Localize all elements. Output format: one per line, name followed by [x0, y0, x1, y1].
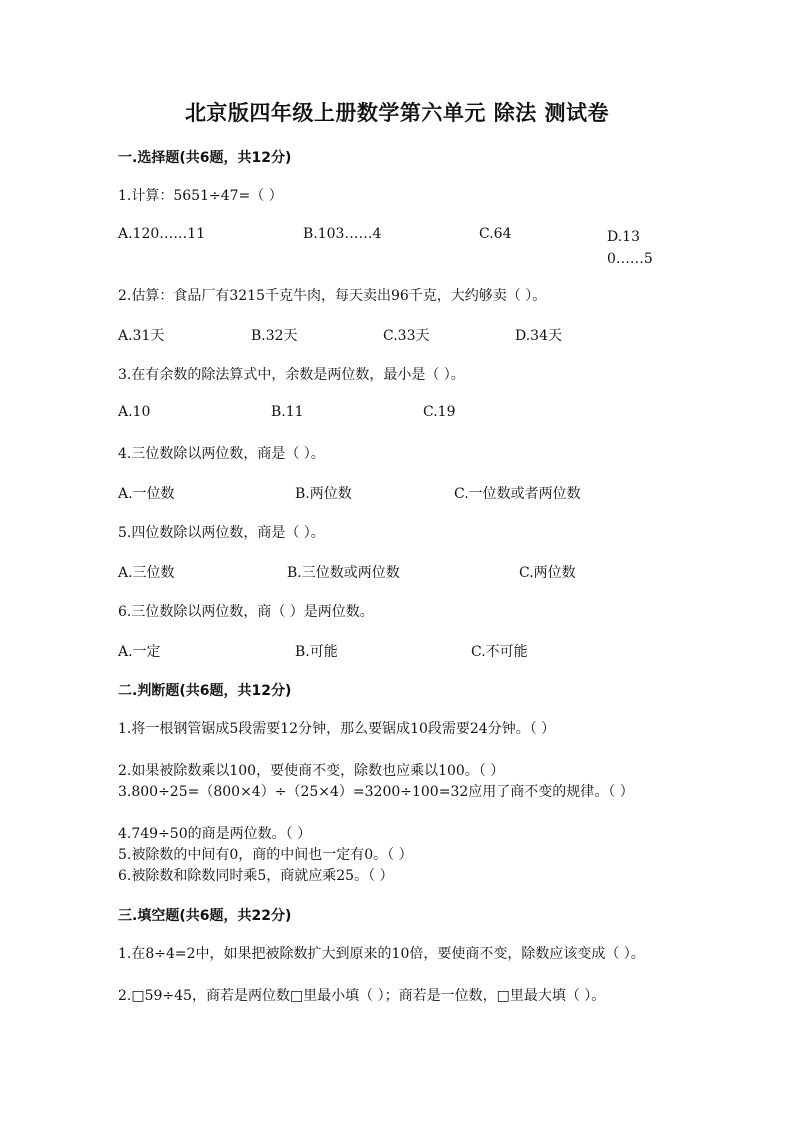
option-c: C.不可能	[471, 644, 528, 660]
choice-options-1	[118, 226, 678, 270]
section-heading-fill: 三.填空题(共6题，共22分)	[118, 908, 292, 924]
choice-question-5: 5.四位数除以两位数，商是（ ）。	[118, 525, 325, 541]
option-c: C.64	[479, 226, 512, 242]
judge-item-4: 4.749÷50的商是两位数。（ ）	[118, 826, 312, 842]
choice-options-4	[118, 483, 678, 527]
choice-options-6	[118, 641, 678, 685]
option-b: B.32天	[251, 328, 298, 344]
option-c: C.33天	[383, 328, 430, 344]
choice-question-2: 2.估算：食品厂有3215千克牛肉，每天卖出96千克，大约够卖（ ）。	[118, 288, 547, 304]
option-c: C.两位数	[519, 565, 576, 581]
section-heading-judge: 二.判断题(共6题，共12分)	[118, 683, 292, 699]
option-a: A.一位数	[118, 486, 175, 502]
option-a: A.三位数	[118, 565, 175, 581]
choice-options-3	[118, 404, 678, 448]
choice-question-3: 3.在有余数的除法算式中，余数是两位数，最小是（ ）。	[118, 367, 465, 383]
judge-item-2: 2.如果被除数乘以100，要使商不变，除数也应乘以100。（ ）	[118, 763, 505, 779]
option-b: B.11	[271, 404, 304, 420]
judge-item-3: 3.800÷25=（800×4）÷（25×4）=3200÷100=32应用了商不变的规律。（ ）	[118, 784, 634, 800]
fill-item-1: 1.在8÷4=2中，如果把被除数扩大到原来的10倍，要使商不变，除数应该变成（ ）。	[118, 946, 645, 962]
choice-question-4: 4.三位数除以两位数，商是（ ）。	[118, 446, 325, 462]
option-b: B.三位数或两位数	[287, 565, 400, 581]
option-a: A.31天	[118, 328, 165, 344]
option-b: B.两位数	[295, 486, 352, 502]
choice-question-6: 6.三位数除以两位数，商（ ）是两位数。	[118, 604, 374, 620]
section-heading-choice: 一.选择题(共6题，共12分)	[118, 150, 292, 166]
judge-item-1: 1.将一根钢管锯成5段需要12分钟，那么要锯成10段需要24分钟。（ ）	[118, 721, 556, 737]
fill-item-2: 2.□59÷45，商若是两位数□里最小填（ ）；商若是一位数，□里最大填（ ）。	[118, 988, 606, 1004]
option-a: A.120……11	[118, 226, 206, 242]
page-title: 北京版四年级上册数学第六单元 除法 测试卷	[184, 101, 610, 125]
judge-item-5: 5.被除数的中间有0，商的中间也一定有0。（ ）	[118, 847, 413, 863]
option-c: C.19	[423, 404, 456, 420]
option-a: A.10	[118, 404, 151, 420]
judge-item-6: 6.被除数和除数同时乘5，商就应乘25。（ ）	[118, 868, 394, 884]
option-d: D.34天	[515, 328, 562, 344]
option-b: B.103……4	[303, 226, 382, 242]
option-c: C.一位数或者两位数	[454, 486, 581, 502]
choice-options-2	[118, 325, 678, 369]
option-b: B.可能	[295, 644, 338, 660]
choice-question-1: 1.计算：5651÷47=（ ）	[118, 188, 283, 204]
option-d: D.130……5	[607, 229, 653, 267]
choice-options-5	[118, 562, 678, 606]
option-a: A.一定	[118, 644, 161, 660]
